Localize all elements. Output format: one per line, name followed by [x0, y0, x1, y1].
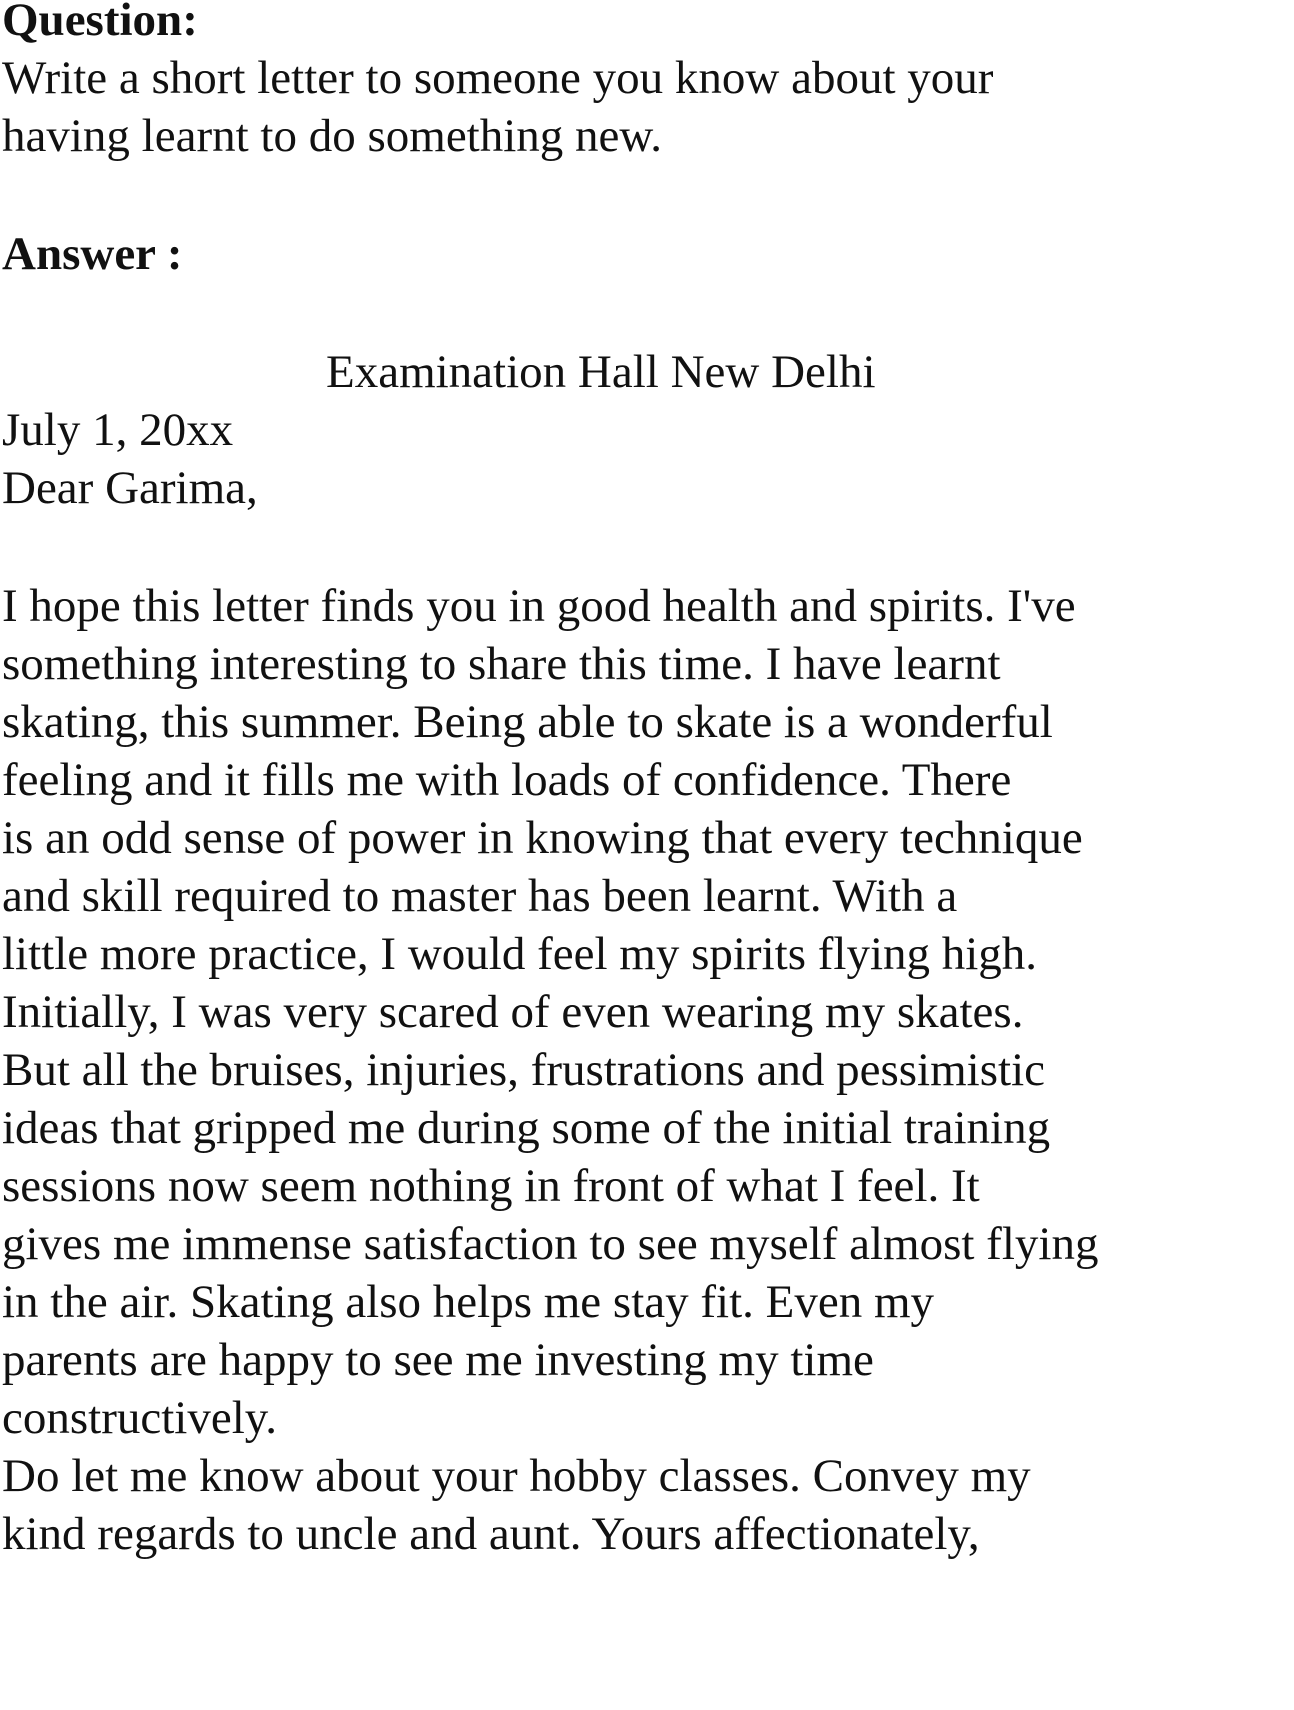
- letter-body-line: in the air. Skating also helps me stay fit. Even my: [2, 1276, 935, 1328]
- question-line: having learnt to do something new.: [2, 110, 663, 162]
- letter-body-line: kind regards to uncle and aunt. Yours affectionately,: [2, 1508, 980, 1560]
- letter-body-line: parents are happy to see me investing my time: [2, 1334, 874, 1386]
- letter-salutation: Dear Garima,: [2, 462, 258, 514]
- letter-body-line: I hope this letter finds you in good health and spirits. I've: [2, 580, 1076, 632]
- letter-body-line: and skill required to master has been learnt. With a: [2, 870, 958, 922]
- letter-address: Examination Hall New Delhi: [326, 346, 876, 398]
- letter-body-line: But all the bruises, injuries, frustrations and pessimistic: [2, 1044, 1045, 1096]
- letter-body-line: ideas that gripped me during some of the initial training: [2, 1102, 1051, 1154]
- question-heading: Question:: [2, 0, 198, 46]
- letter-body-line: sessions now seem nothing in front of what I feel. It: [2, 1160, 980, 1212]
- answer-heading: Answer :: [2, 228, 183, 280]
- letter-body-line: skating, this summer. Being able to skate is a wonderful: [2, 696, 1053, 748]
- letter-body-line: constructively.: [2, 1392, 277, 1444]
- letter-body-line: little more practice, I would feel my spirits flying high.: [2, 928, 1038, 980]
- letter-body-line: Do let me know about your hobby classes. Convey my: [2, 1450, 1031, 1502]
- question-line: Write a short letter to someone you know about your: [2, 52, 994, 104]
- letter-body-line: something interesting to share this time. I have learnt: [2, 638, 1001, 690]
- letter-body-line: is an odd sense of power in knowing that every technique: [2, 812, 1083, 864]
- letter-date: July 1, 20xx: [2, 404, 234, 456]
- letter-body-line: feeling and it fills me with loads of confidence. There: [2, 754, 1012, 806]
- letter-body-line: Initially, I was very scared of even wearing my skates.: [2, 986, 1024, 1038]
- letter-body-line: gives me immense satisfaction to see myself almost flying: [2, 1218, 1099, 1270]
